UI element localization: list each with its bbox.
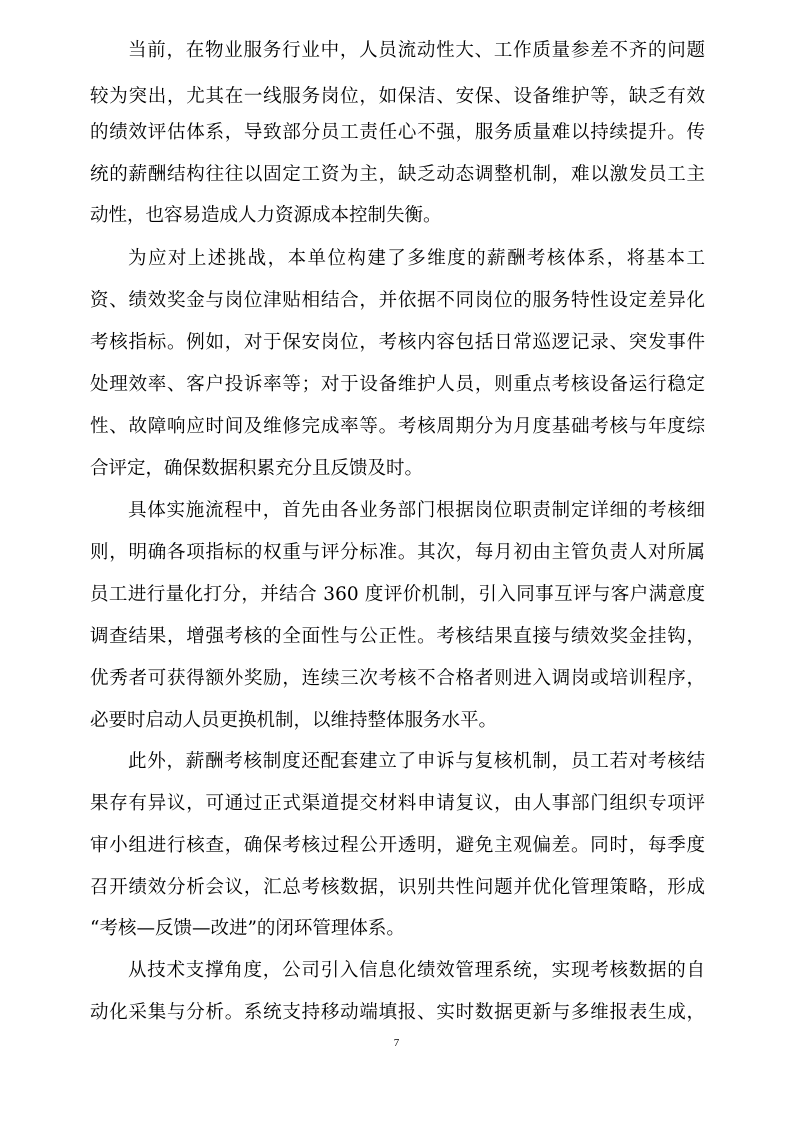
paragraph-3-line-5: 优秀者可获得额外奖励，连续三次考核不合格者则进入调岗或培训程序，	[90, 668, 705, 689]
paragraph-3-line-4: 调查结果，增强考核的全面性与公正性。考核结果直接与绩效奖金挂钩，	[90, 626, 705, 647]
paragraph-5-line-1: 从技术支撑角度，公司引入信息化绩效管理系统，实现考核数据的自	[128, 960, 705, 981]
paragraph-1-line-1: 当前，在物业服务行业中，人员流动性大、工作质量参差不齐的问题	[128, 40, 705, 61]
paragraph-5-line-2: 动化采集与分析。系统支持移动端填报、实时数据更新与多维报表生成，	[90, 1002, 705, 1023]
paragraph-3-line-3: 员工进行量化打分，并结合 360 度评价机制，引入同事互评与客户满意度	[90, 584, 705, 605]
paragraph-3-line-1: 具体实施流程中，首先由各业务部门根据岗位职责制定详细的考核细	[128, 500, 705, 521]
paragraph-4-line-2: 果存有异议，可通过正式渠道提交材料申请复议，由人事部门组织专项评	[90, 793, 705, 814]
paragraph-1-line-4: 统的薪酬结构往往以固定工资为主，缺乏动态调整机制，难以激发员工主	[90, 164, 705, 185]
paragraph-1-line-5: 动性，也容易造成人力资源成本控制失衡。	[90, 205, 442, 226]
paragraph-4-line-1: 此外，薪酬考核制度还配套建立了申诉与复核机制，员工若对考核结	[128, 751, 705, 772]
paragraph-2-line-1: 为应对上述挑战，本单位构建了多维度的薪酬考核体系，将基本工	[128, 248, 705, 269]
page-number: 7	[393, 1037, 400, 1049]
paragraph-4-line-5: “考核—反馈—改进”的闭环管理体系。	[90, 918, 405, 939]
paragraph-2-line-3: 考核指标。例如，对于保安岗位，考核内容包括日常巡逻记录、突发事件	[90, 332, 705, 353]
paragraph-1-line-2: 较为突出，尤其在一线服务岗位，如保洁、安保、设备维护等，缺乏有效	[90, 86, 705, 107]
paragraph-1-line-3: 的绩效评估体系，导致部分员工责任心不强，服务质量难以持续提升。传	[90, 122, 705, 143]
paragraph-4-line-3: 审小组进行核查，确保考核过程公开透明，避免主观偏差。同时，每季度	[90, 835, 705, 856]
paragraph-2-line-2: 资、绩效奖金与岗位津贴相结合，并依据不同岗位的服务特性设定差异化	[90, 290, 705, 311]
paragraph-4-line-4: 召开绩效分析会议，汇总考核数据，识别共性问题并优化管理策略，形成	[90, 877, 705, 898]
paragraph-2-line-5: 性、故障响应时间及维修完成率等。考核周期分为月度基础考核与年度综	[90, 416, 705, 437]
paragraph-3-line-2: 则，明确各项指标的权重与评分标准。其次，每月初由主管负责人对所属	[90, 542, 705, 563]
paragraph-2-line-4: 处理效率、客户投诉率等；对于设备维护人员，则重点考核设备运行稳定	[90, 374, 705, 395]
paragraph-3-line-6: 必要时启动人员更换机制，以维持整体服务水平。	[90, 710, 498, 731]
paragraph-2-line-6: 合评定，确保数据积累充分且反馈及时。	[90, 458, 424, 479]
